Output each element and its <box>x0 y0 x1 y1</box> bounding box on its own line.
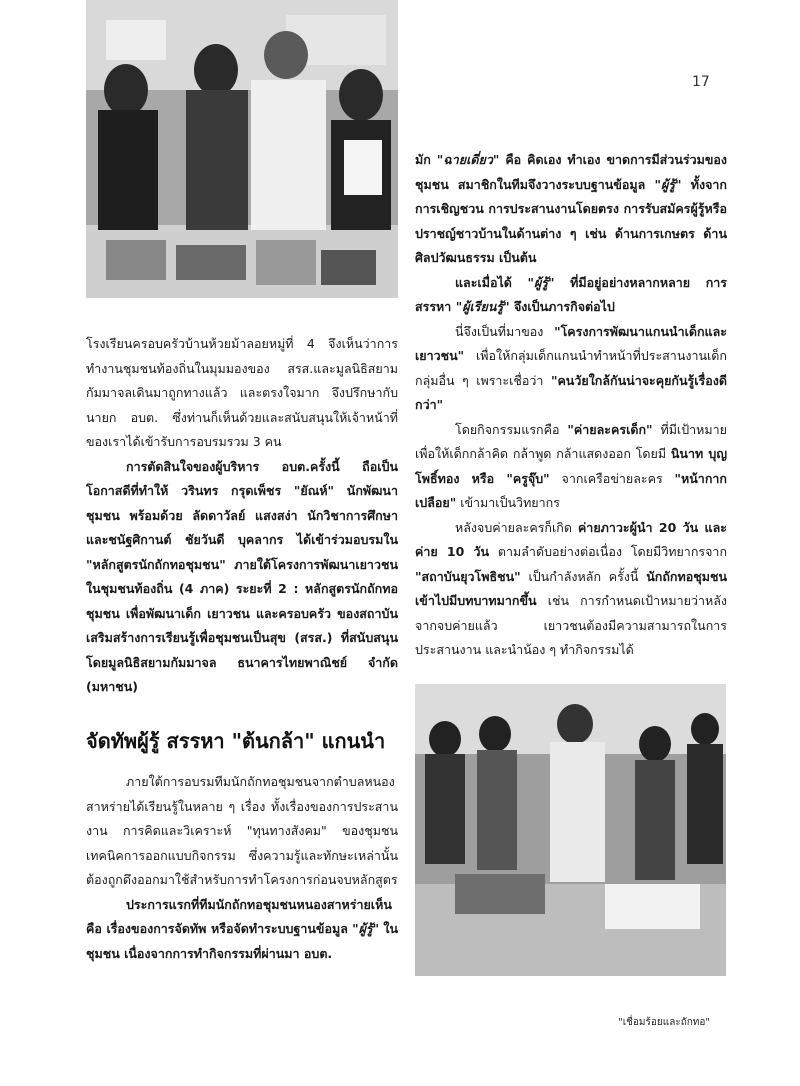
text-run: ตามลำดับอย่างต่อเนื่อง โดยมีวิทยากรจาก <box>497 544 728 559</box>
photo-youth-camp-activity <box>415 684 726 976</box>
paragraph: โรงเรียนครอบครัวบ้านห้วยม้าลอยหมู่ที่ 4 จึงเห็นว่าการทำงานชุมชนท้องถิ่นในมุมมองของ สรส.และมูลนิธิสยามกัมมาจลเดินมาถูกทางแล้ว และตรงใจมาก จึงปรึกษากับนายก อบต. ซึ่งท่านก็เห็นด้วยและสนับสนุนให้เจ้าหน้าที่ของเราได้เข้ารับการอบรมรวม 3 คน <box>86 336 398 449</box>
text-run: ประการแรกที่ทีมนักถักทอชุมชนหนองสาหร่ายเห็นคือ เรื่องของการจัดทัพ หรือจัดทำระบบฐานข้อมูล <box>86 896 392 936</box>
text-run: โดยกิจกรรมแรกคือ <box>455 421 560 437</box>
text-run: "ผู้รู้" <box>352 921 380 936</box>
text-run: ค่ายภาวะผู้นำ 20 วัน และค่าย 10 วัน <box>415 519 727 559</box>
right-column <box>415 148 727 663</box>
text-run: เป็นกำลังหลัก ครั้งนี้ <box>528 568 639 584</box>
text-run: เช่น การกำหนดเป้าหมายว่าหลังจากจบค่ายแล้ว เยาวชนต้องมีความสามารถในการประสานงาน และนำน้อง ๆ ทำกิจกรรมได้ <box>415 593 727 657</box>
text-run: "ฉายเดี่ยว" <box>436 152 500 167</box>
left-column-bottom <box>86 770 398 966</box>
paragraph: การตัดสินใจของผู้บริหาร อบต.ครั้งนี้ ถือเป็นโอกาสดีที่ทำให้ วรินทร กรุดเพ็ชร "ยัณห์" นักพัฒนาชุมชน พร้อมด้วย ลัดดาวัลย์ แสงสง่า นักวิชาการศึกษา และชนัฐศิกานต์ ชัยวันดี บุคลากร ได้เข้าร่วมอบรมใน "หลักสูตรนักถักทอชุมชน" ภายใต้โครงการพัฒนาเยาวชนในชุมชนท้องถิ่น (4 ภาค) ระยะที่ 2 : หลักสูตรนักถักทอชุมชน เพื่อพัฒนาเด็ก เยาวชน และครอบครัว ของสถาบันเสริมสร้างการเรียนรู้เพื่อชุมชนเป็นสุข (สรส.) ที่สนับสนุนโดยมูลนิธิสยามกัมมาจล ธนาคารไทยพาณิชย์ จำกัด (มหาชน) <box>86 458 398 694</box>
text-run: "ผู้เรียนรู้" <box>455 299 510 314</box>
photo-teachers-reviewing-books <box>86 0 398 298</box>
left-column-top <box>86 332 398 700</box>
text-run: "สถาบันยุวโพธิชน" <box>415 568 521 584</box>
text-run: "ผู้รู้" <box>527 274 555 290</box>
text-run: คือ คิดเอง ทำเอง ขาดการมีส่วนร่วมของชุมชน สมาชิกในทีมจึงวางระบบฐานข้อมูล <box>415 152 728 192</box>
text-run: นี่จึงเป็นที่มาของ <box>455 323 544 339</box>
text-run: มัก <box>415 152 431 167</box>
text-run: ที่มีเป้าหมายเพื่อให้เด็กกล้าคิด กล้าพูด กล้าแสดงออก โดยมี <box>415 421 727 461</box>
page-footer: "เชื่อมร้อยและถักทอ" <box>618 1017 710 1028</box>
text-run: "คนวัยใกล้กันน่าจะคุยกันรู้เรื่องดีกว่า" <box>415 372 727 412</box>
page-number: 17 <box>692 74 710 90</box>
section-heading: จัดทัพผู้รู้ สรรหา "ต้นกล้า" แกนนำ <box>86 729 386 753</box>
text-run: จากเครือข่ายละคร <box>561 470 663 486</box>
text-run: เข้ามาเป็นวิทยากร <box>460 495 560 510</box>
text-run: "ค่ายละครเด็ก" <box>567 421 653 437</box>
text-run: "ผู้รู้" <box>654 176 682 192</box>
text-run: "โครงการพัฒนาแกนนำเด็กและเยาวชน" <box>415 323 727 363</box>
text-run: ทั้งจากการเชิญชวน การประสานงานโดยตรง การรับสมัครผู้รู้หรือปราชญ์ชาวบ้านในด้านต่าง ๆ เช่น ด้านการเกษตร ด้านศิลปวัฒนธรรม เป็นต้น <box>415 176 727 265</box>
text-run: นักถักทอชุมชนเข้าไปมีบทบาทมากขึ้น <box>415 568 727 608</box>
text-run: ในชุมชน เนื่องจากการทำกิจกรรมที่ผ่านมา อบต. <box>86 921 398 961</box>
text-run: และเมื่อได้ <box>455 274 512 290</box>
text-run: "หน้ากากเปลือย" <box>415 470 727 510</box>
text-run: จึงเป็นภารกิจต่อไป <box>513 299 615 314</box>
text-run: เพื่อให้กลุ่มเด็กแกนนำทำหน้าที่ประสานงานเด็กกลุ่มอื่น ๆ เพราะเชื่อว่า <box>415 348 727 388</box>
text-run: ที่มีอยู่อย่างหลากหลาย การสรรหา <box>415 274 728 314</box>
paragraph: ภายใต้การอบรมทีมนักถักทอชุมชนจากตำบลหนองสาหร่ายได้เรียนรู้ในหลาย ๆ เรื่อง ทั้งเรื่องของการประสานงาน การคิดและวิเคราะห์ "ทุนทางสังคม" ของชุมชน เทคนิคการออกแบบกิจกรรม ซึ่งความรู้และทักษะเหล่านั้น ต้องถูกดึงออกมาใช้สำหรับการทำโครงการก่อนจบหลักสูตร <box>86 774 398 887</box>
text-run: หลังจบค่ายละครก็เกิด <box>455 519 572 535</box>
text-run: นินาท บุญโพธิ์ทอง หรือ "ครูจุ๊บ" <box>415 446 727 486</box>
